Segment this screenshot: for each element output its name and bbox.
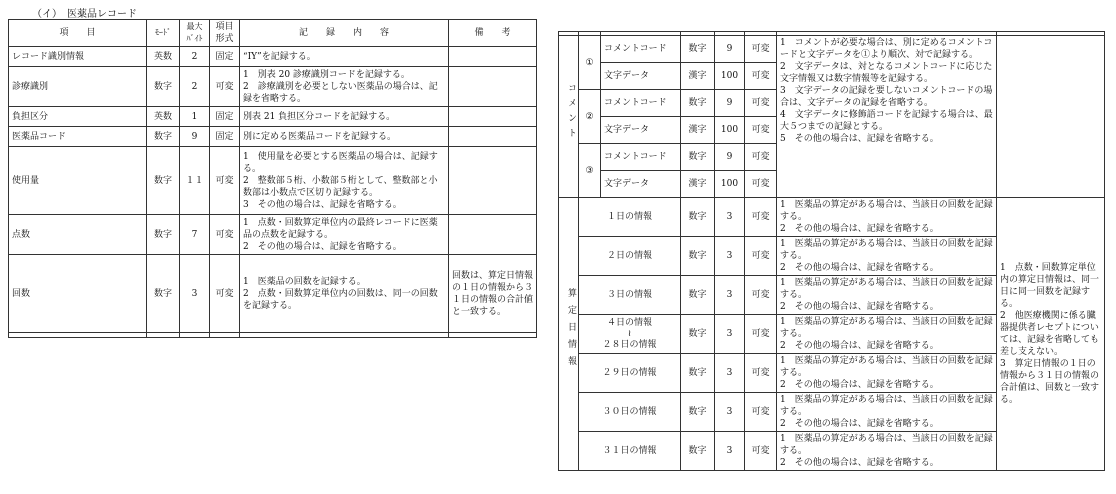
row-bytes: 9 bbox=[715, 36, 745, 63]
row-format: 可変 bbox=[745, 144, 777, 171]
row-item: １日の情報 bbox=[579, 198, 681, 237]
row-format: 可変 bbox=[210, 215, 240, 255]
row-item: 負担区分 bbox=[9, 107, 147, 127]
header-note: 備 考 bbox=[449, 20, 537, 47]
row-mode: 漢字 bbox=[681, 63, 715, 90]
table-row bbox=[9, 255, 537, 333]
row-bytes: 100 bbox=[715, 117, 745, 144]
santei-group-label-text: 算定日情報 bbox=[566, 288, 576, 373]
row-content: 1 点数・回数算定単位内の最終レコードに医薬品の点数を記録する。 2 その他の場合は、記録を省略する。 bbox=[240, 215, 449, 255]
table-row bbox=[9, 215, 537, 255]
row-note bbox=[449, 47, 537, 67]
row-mode: 数字 bbox=[681, 198, 715, 237]
row-content: 1 医薬品の算定がある場合は、当該日の回数を記録する。 2 その他の場合は、記録を省略する。 bbox=[777, 354, 997, 393]
row-mode: 数字 bbox=[681, 144, 715, 171]
table-row bbox=[9, 127, 537, 147]
row-item: 文字データ bbox=[601, 171, 681, 198]
row-bytes: 2 bbox=[180, 67, 210, 107]
row-format: 可変 bbox=[745, 315, 777, 354]
comment-group-label bbox=[559, 36, 579, 198]
comment-note bbox=[997, 36, 1105, 198]
row-bytes: 9 bbox=[715, 90, 745, 117]
table-header-row bbox=[9, 20, 537, 47]
row-content: 1 医薬品の算定がある場合は、当該日の回数を記録する。 2 その他の場合は、記録を省略する。 bbox=[777, 393, 997, 432]
row-bytes: 3 bbox=[180, 255, 210, 333]
row-bytes: 3 bbox=[715, 393, 745, 432]
row-note bbox=[449, 147, 537, 215]
row-item: 文字データ bbox=[601, 63, 681, 90]
row-content: 1 医薬品の算定がある場合は、当該日の回数を記録する。 2 その他の場合は、記録を省略する。 bbox=[777, 198, 997, 237]
row-bytes: 3 bbox=[715, 276, 745, 315]
row-bytes: 9 bbox=[180, 127, 210, 147]
row-content: 1 医薬品の算定がある場合は、当該日の回数を記録する。 2 その他の場合は、記録を省略する。 bbox=[777, 237, 997, 276]
row-mode: 数字 bbox=[147, 67, 180, 107]
row-format: 可変 bbox=[745, 237, 777, 276]
row-format: 可変 bbox=[745, 90, 777, 117]
row-item: ３１日の情報 bbox=[579, 432, 681, 471]
row-format: 可変 bbox=[745, 63, 777, 90]
row-bytes: 1 bbox=[180, 107, 210, 127]
row-content: 別に定める医薬品コードを記録する。 bbox=[240, 127, 449, 147]
row-bytes: 100 bbox=[715, 171, 745, 198]
row-cell-empty bbox=[9, 333, 147, 338]
row-content: 1 使用量を必要とする医薬品の場合は、記録する。 2 整数部５桁、小数部５桁として、整数部と小数部は小数点で区切り記録する。 3 その他の場合は、記録を省略する。 bbox=[240, 147, 449, 215]
santei-group-label bbox=[559, 198, 579, 471]
row-bytes: 3 bbox=[715, 198, 745, 237]
row-item: 使用量 bbox=[9, 147, 147, 215]
row-item: ２日の情報 bbox=[579, 237, 681, 276]
row-note bbox=[449, 215, 537, 255]
row-mode: 漢字 bbox=[681, 171, 715, 198]
row-item: レコード識別情報 bbox=[9, 47, 147, 67]
row-note bbox=[449, 107, 537, 127]
row-mode: 漢字 bbox=[681, 117, 715, 144]
row-mode: 数字 bbox=[681, 315, 715, 354]
row-mode: 数字 bbox=[681, 432, 715, 471]
header-format: 項目 形式 bbox=[210, 20, 240, 47]
row-bytes: 7 bbox=[180, 215, 210, 255]
row-bytes: 2 bbox=[180, 47, 210, 67]
table-row bbox=[9, 47, 537, 67]
row-format: 可変 bbox=[745, 393, 777, 432]
left-record-table bbox=[8, 19, 537, 338]
comment-content: 1 コメントが必要な場合は、別に定めるコメントコードと文字データを①より順次、対で記録する。 2 文字データは、対となるコメントコードに応じた文字情報又は数字情報等を記録する。 3 文字データの記録を要しないコメントコードの場合は、文字データの記録を省略する。 4 文字データに修飾語コードを記録する場合は、最大５つまでの記録とする。 5 その他の場合は、記録を省略する。 bbox=[777, 36, 997, 198]
header-content: 記 録 内 容 bbox=[240, 20, 449, 47]
row-mode: 数字 bbox=[147, 215, 180, 255]
row-item: コメントコード bbox=[601, 144, 681, 171]
row-bytes: 100 bbox=[715, 63, 745, 90]
row-cell-empty bbox=[180, 333, 210, 338]
row-mode: 英数 bbox=[147, 107, 180, 127]
row-content: 1 医薬品の回数を記録する。 2 点数・回数算定単位内の回数は、同一の回数を記録する。 bbox=[240, 255, 449, 333]
row-mode: 数字 bbox=[681, 354, 715, 393]
row-mode: 英数 bbox=[147, 47, 180, 67]
header-mode: ﾓｰﾄﾞ bbox=[147, 20, 180, 47]
right-record-table bbox=[558, 31, 1105, 471]
row-note bbox=[449, 67, 537, 107]
row-bytes: 3 bbox=[715, 237, 745, 276]
row-cell-empty bbox=[449, 333, 537, 338]
row-mode: 数字 bbox=[681, 36, 715, 63]
row-item: ３０日の情報 bbox=[579, 393, 681, 432]
comment-group-label-text: コメント bbox=[566, 83, 576, 143]
row-item: 回数 bbox=[9, 255, 147, 333]
row-item: 文字データ bbox=[601, 117, 681, 144]
row-item: 点数 bbox=[9, 215, 147, 255]
row-format: 固定 bbox=[210, 107, 240, 127]
row-format: 可変 bbox=[210, 67, 240, 107]
row-mode: 数字 bbox=[681, 237, 715, 276]
row-note bbox=[449, 127, 537, 147]
row-mode: 数字 bbox=[681, 276, 715, 315]
row-mode: 数字 bbox=[147, 147, 180, 215]
header-item: 項 目 bbox=[9, 20, 147, 47]
row-item: ４日の情報 ≀ ２８日の情報 bbox=[579, 315, 681, 354]
row-item: ２９日の情報 bbox=[579, 354, 681, 393]
row-item: コメントコード bbox=[601, 90, 681, 117]
santei-note: 1 点数・回数算定単位内の算定日情報は、同一日に同一回数を記録する。 2 他医療機関に係る臓器提供者レセプトについては、記録を省略しても差し支えない。 3 算定日情報の１日の情報から３１日の情報の合計値は、回数と一致する。 bbox=[997, 198, 1105, 471]
row-mode: 数字 bbox=[681, 393, 715, 432]
section-title: （イ） 医薬品レコード bbox=[32, 9, 137, 20]
row-mode: 数字 bbox=[681, 90, 715, 117]
row-content: 1 医薬品の算定がある場合は、当該日の回数を記録する。 2 その他の場合は、記録を省略する。 bbox=[777, 315, 997, 354]
row-format: 可変 bbox=[210, 255, 240, 333]
comment-num: ① bbox=[579, 36, 601, 90]
row-format: 可変 bbox=[745, 354, 777, 393]
row-format: 可変 bbox=[745, 171, 777, 198]
table-row-partial bbox=[9, 333, 537, 338]
row-format: 可変 bbox=[745, 276, 777, 315]
row-item: コメントコード bbox=[601, 36, 681, 63]
row-bytes: 9 bbox=[715, 144, 745, 171]
row-content: 別表 21 負担区分コードを記録する。 bbox=[240, 107, 449, 127]
row-format: 可変 bbox=[745, 198, 777, 237]
row-item: 診療識別 bbox=[9, 67, 147, 107]
row-content: “IY”を記録する。 bbox=[240, 47, 449, 67]
row-format: 可変 bbox=[210, 147, 240, 215]
table-row bbox=[559, 198, 1105, 237]
row-bytes: 3 bbox=[715, 354, 745, 393]
table-row bbox=[9, 67, 537, 107]
row-cell-empty bbox=[147, 333, 180, 338]
row-format: 固定 bbox=[210, 47, 240, 67]
row-format: 可変 bbox=[745, 432, 777, 471]
comment-num: ③ bbox=[579, 144, 601, 198]
row-content: 1 医薬品の算定がある場合は、当該日の回数を記録する。 2 その他の場合は、記録を省略する。 bbox=[777, 276, 997, 315]
row-cell-empty bbox=[240, 333, 449, 338]
row-bytes: １１ bbox=[180, 147, 210, 215]
row-format: 可変 bbox=[745, 36, 777, 63]
row-mode: 数字 bbox=[147, 127, 180, 147]
row-format: 可変 bbox=[745, 117, 777, 144]
table-row bbox=[9, 107, 537, 127]
row-bytes: 3 bbox=[715, 432, 745, 471]
header-bytes: 最大 ﾊﾞｲﾄ bbox=[180, 20, 210, 47]
row-mode: 数字 bbox=[147, 255, 180, 333]
row-note: 回数は、算定日情報の１日の情報から３１日の情報の合計値と一致する。 bbox=[449, 255, 537, 333]
row-content: 1 医薬品の算定がある場合は、当該日の回数を記録する。 2 その他の場合は、記録を省略する。 bbox=[777, 432, 997, 471]
row-bytes: 3 bbox=[715, 315, 745, 354]
row-format: 固定 bbox=[210, 127, 240, 147]
table-row bbox=[9, 147, 537, 215]
comment-num: ② bbox=[579, 90, 601, 144]
row-item: 医薬品コード bbox=[9, 127, 147, 147]
row-content: 1 別表 20 診療識別コードを記録する。 2 診療識別を必要としない医薬品の場合は、記録を省略する。 bbox=[240, 67, 449, 107]
row-item: ３日の情報 bbox=[579, 276, 681, 315]
table-row bbox=[559, 36, 1105, 63]
row-cell-empty bbox=[210, 333, 240, 338]
